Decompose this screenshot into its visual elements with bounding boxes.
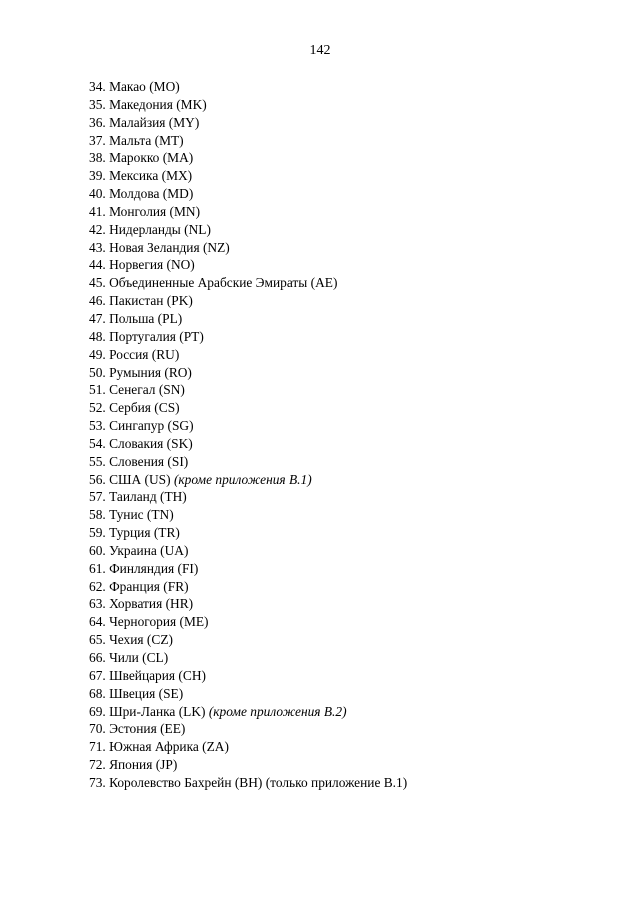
list-item — [89, 417, 407, 435]
country-entry: 59. Турция (TR) — [89, 525, 180, 541]
list-item — [89, 185, 407, 203]
country-entry: 62. Франция (FR) — [89, 578, 189, 594]
list-item — [89, 203, 407, 221]
list-item — [89, 364, 407, 382]
country-entry: 73. Королевство Бахрейн (BH) (только приложение B.1) — [89, 774, 408, 790]
country-entry: 65. Чехия (CZ) — [89, 632, 173, 648]
list-item — [89, 720, 407, 738]
list-item — [89, 774, 407, 792]
country-entry: 48. Португалия (PT) — [89, 328, 204, 344]
list-item — [89, 756, 407, 774]
country-entry: 54. Словакия (SK) — [89, 435, 193, 451]
country-entry: 61. Финляндия (FI) — [89, 560, 199, 576]
list-item — [89, 239, 407, 257]
list-item — [89, 310, 407, 328]
list-item — [89, 399, 407, 417]
country-entry: 44. Норвегия (NO) — [89, 257, 195, 273]
country-entry: 71. Южная Африка (ZA) — [89, 739, 229, 755]
country-list — [89, 78, 407, 792]
country-entry: 63. Хорватия (HR) — [89, 596, 194, 612]
country-entry: 56. США (US) — [89, 471, 171, 487]
list-item — [89, 114, 407, 132]
list-item — [89, 649, 407, 667]
country-entry: 50. Румыния (RO) — [89, 364, 192, 380]
list-item — [89, 435, 407, 453]
country-entry: 53. Сингапур (SG) — [89, 418, 194, 434]
list-item — [89, 132, 407, 150]
country-entry: 69. Шри-Ланка (LK) — [89, 703, 206, 719]
list-item — [89, 542, 407, 560]
list-item — [89, 506, 407, 524]
list-item — [89, 292, 407, 310]
list-item — [89, 685, 407, 703]
list-item — [89, 221, 407, 239]
country-entry: 35. Македония (MK) — [89, 96, 207, 112]
list-item — [89, 274, 407, 292]
list-item — [89, 471, 407, 489]
country-entry: 38. Марокко (MA) — [89, 150, 194, 166]
country-entry: 52. Сербия (CS) — [89, 400, 180, 416]
list-item — [89, 703, 407, 721]
country-note: (кроме приложения B.1) — [173, 471, 312, 487]
list-item — [89, 453, 407, 471]
list-item — [89, 667, 407, 685]
country-entry: 43. Новая Зеландия (NZ) — [89, 239, 230, 255]
country-entry: 49. Россия (RU) — [89, 346, 180, 362]
list-item — [89, 328, 407, 346]
list-item — [89, 78, 407, 96]
country-entry: 47. Польша (PL) — [89, 310, 183, 326]
country-entry: 39. Мексика (MX) — [89, 168, 193, 184]
country-entry: 36. Малайзия (MY) — [89, 114, 200, 130]
list-item — [89, 613, 407, 631]
country-entry: 58. Тунис (TN) — [89, 507, 174, 523]
list-item — [89, 738, 407, 756]
list-item — [89, 595, 407, 613]
list-item — [89, 631, 407, 649]
list-item — [89, 560, 407, 578]
country-entry: 45. Объединенные Арабские Эмираты (AE) — [89, 275, 338, 291]
list-item — [89, 488, 407, 506]
country-entry: 57. Таиланд (TH) — [89, 489, 187, 505]
country-entry: 51. Сенегал (SN) — [89, 382, 185, 398]
country-entry: 34. Макао (MO) — [89, 79, 180, 94]
country-entry: 64. Черногория (ME) — [89, 614, 209, 630]
country-entry: 67. Швейцария (CH) — [89, 667, 206, 683]
country-entry: 46. Пакистан (PK) — [89, 293, 193, 309]
list-item — [89, 96, 407, 114]
country-entry: 70. Эстония (EE) — [89, 721, 186, 737]
country-entry: 72. Япония (JP) — [89, 757, 178, 773]
page-number: 142 — [309, 43, 331, 58]
country-note: (кроме приложения B.2) — [208, 703, 347, 719]
list-item — [89, 524, 407, 542]
list-item — [89, 167, 407, 185]
list-item — [89, 256, 407, 274]
list-item — [89, 381, 407, 399]
country-entry: 55. Словения (SI) — [89, 453, 189, 469]
country-entry: 41. Монголия (MN) — [89, 203, 201, 219]
country-entry: 40. Молдова (MD) — [89, 186, 194, 202]
country-entry: 42. Нидерланды (NL) — [89, 221, 211, 237]
list-item — [89, 149, 407, 167]
country-entry: 68. Швеция (SE) — [89, 685, 184, 701]
country-entry: 60. Украина (UA) — [89, 542, 189, 558]
country-entry: 37. Мальта (MT) — [89, 132, 184, 148]
list-item — [89, 346, 407, 364]
country-entry: 66. Чили (CL) — [89, 650, 169, 665]
list-item — [89, 578, 407, 596]
